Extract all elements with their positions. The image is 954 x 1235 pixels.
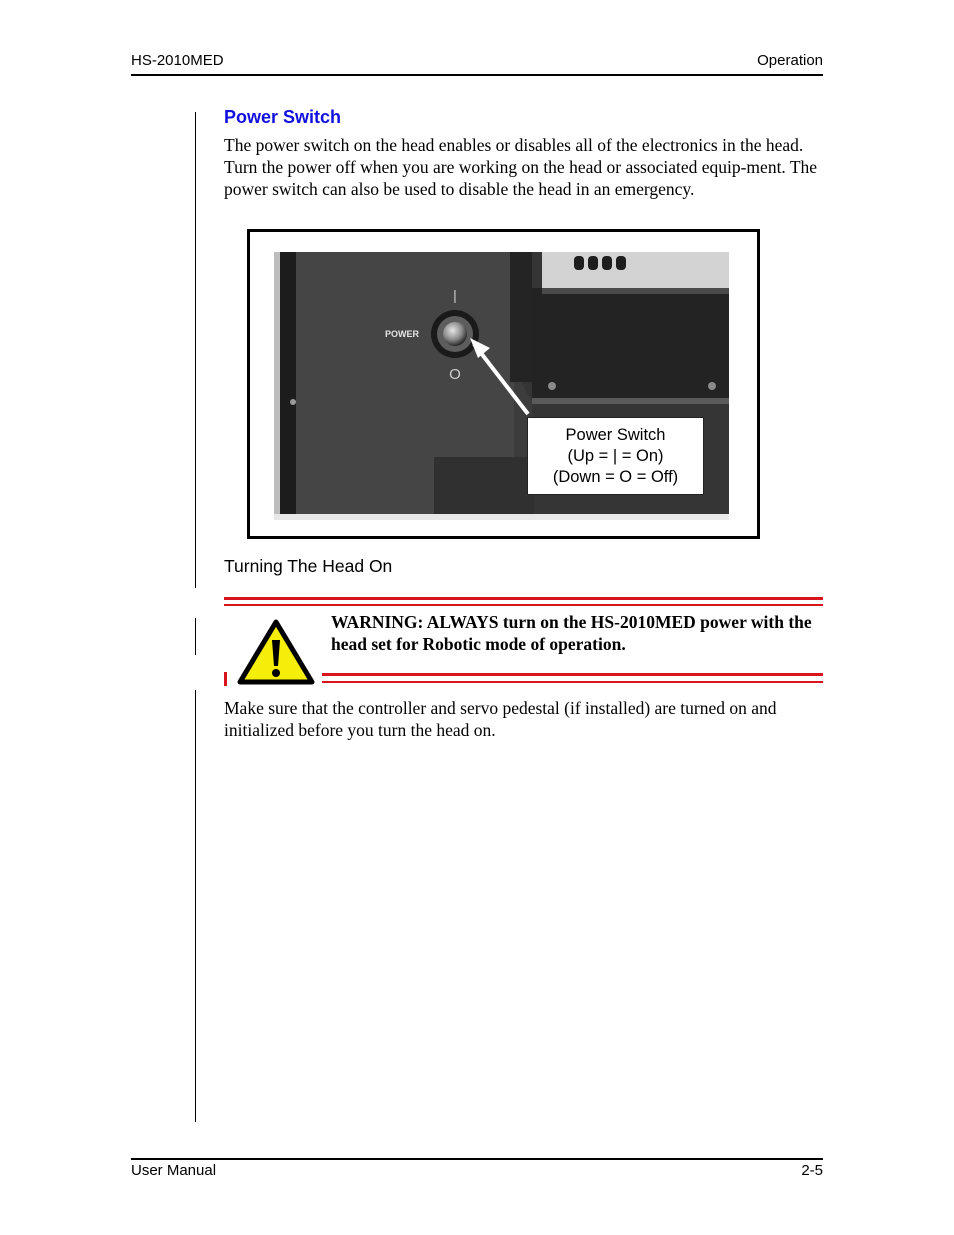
change-bar [195, 112, 196, 588]
intro-paragraph: The power switch on the head enables or disables all of the electronics in the head. Turn the power off when you are working on the head or associated equip-ment. The power switch can also be used to disable the head in an emergency. [224, 135, 818, 199]
change-bar [195, 690, 196, 1122]
running-header-chapter: Operation [757, 52, 823, 69]
body-paragraph: Make sure that the controller and servo pedestal (if installed) are turned on and initialized before you turn the head on. [224, 698, 777, 740]
off-symbol: O [449, 366, 461, 383]
power-switch-figure [247, 229, 760, 539]
callout-line-1: Power Switch [565, 426, 666, 444]
footer-rule [131, 1158, 823, 1160]
power-switch-callout [527, 417, 704, 495]
panel-label-power: POWER [385, 329, 420, 339]
on-symbol: | [453, 287, 457, 303]
change-bar [195, 618, 196, 655]
subsection-title: Turning The Head On [224, 556, 393, 576]
warning-rule-top-thin [224, 604, 823, 606]
warning-triangle-icon [236, 618, 316, 686]
section-title: Power Switch [224, 107, 342, 127]
warning-rule-top [224, 597, 823, 600]
warning-rule-bottom-thin [322, 681, 823, 683]
footer-page-number: 2-5 [801, 1162, 823, 1179]
running-header-title: HS-2010MED [131, 52, 224, 69]
warning-rule-bottom [322, 673, 823, 676]
header-rule [131, 74, 823, 76]
callout-line-2: (Up = | = On) [567, 447, 664, 465]
warning-text: WARNING: ALWAYS turn on the HS-2010MED power with the head set for Robotic mode of operation. [331, 612, 812, 654]
warning-rule-stub [224, 672, 227, 686]
callout-line-3: (Down = O = Off) [552, 468, 679, 486]
footer-doc-title: User Manual [131, 1162, 217, 1179]
